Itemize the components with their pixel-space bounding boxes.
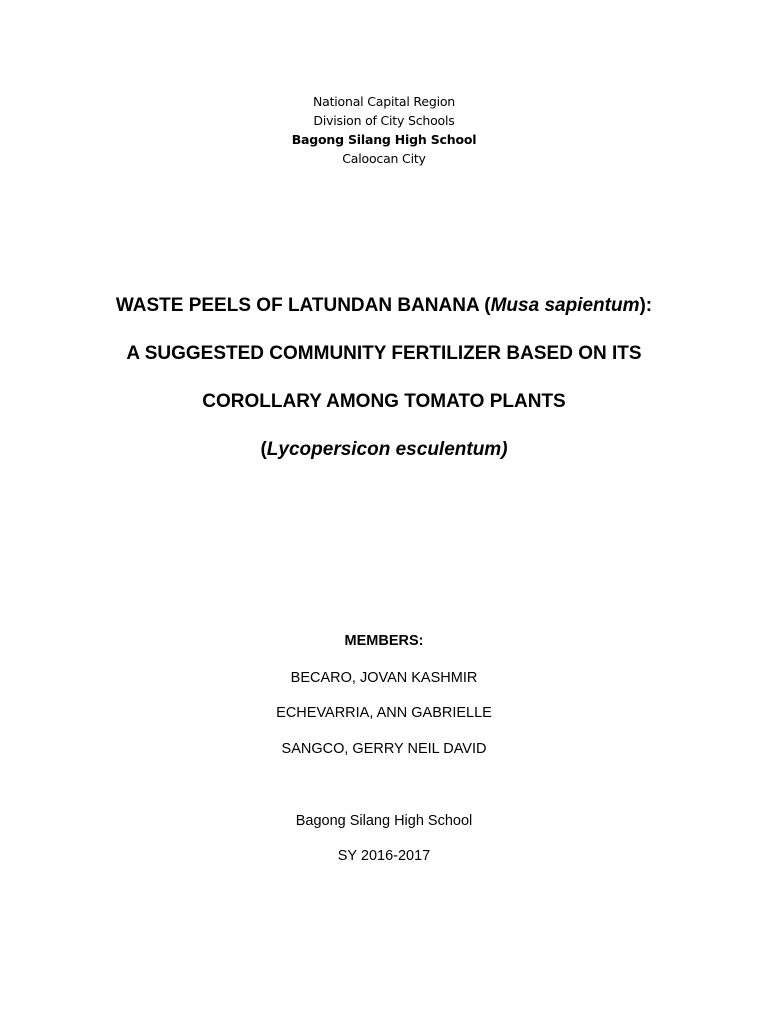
title-line-1 (0, 295, 768, 317)
members-heading: MEMBERS: (344, 633, 424, 649)
title-line-4-prefix: ( (260, 439, 267, 460)
title-line-1-suffix: ): (639, 295, 653, 316)
member-name-3: SANGCO, GERRY NEIL DAVID (281, 741, 487, 757)
member-name-1: BECARO, JOVAN KASHMIR (290, 670, 478, 686)
title-line-3: COROLLARY AMONG TOMATO PLANTS (202, 391, 566, 412)
footer-school-year: SY 2016-2017 (337, 848, 431, 864)
header-region: National Capital Region (312, 94, 456, 109)
title-line-1-prefix: WASTE PEELS OF LATUNDAN BANANA ( (115, 295, 491, 316)
footer-school: Bagong Silang High School (295, 813, 473, 829)
member-name-2: ECHEVARRIA, ANN GABRIELLE (276, 705, 492, 721)
title-line-4 (0, 439, 768, 461)
title-line-2: A SUGGESTED COMMUNITY FERTILIZER BASED ON ITS (126, 343, 642, 364)
header-school: Bagong Silang High School (291, 132, 477, 147)
title-species-tomato: Lycopersicon esculentum) (266, 439, 508, 460)
header-city: Caloocan City (342, 151, 426, 166)
title-species-banana: Musa sapientum (490, 295, 640, 316)
header-division: Division of City Schools (313, 113, 455, 128)
